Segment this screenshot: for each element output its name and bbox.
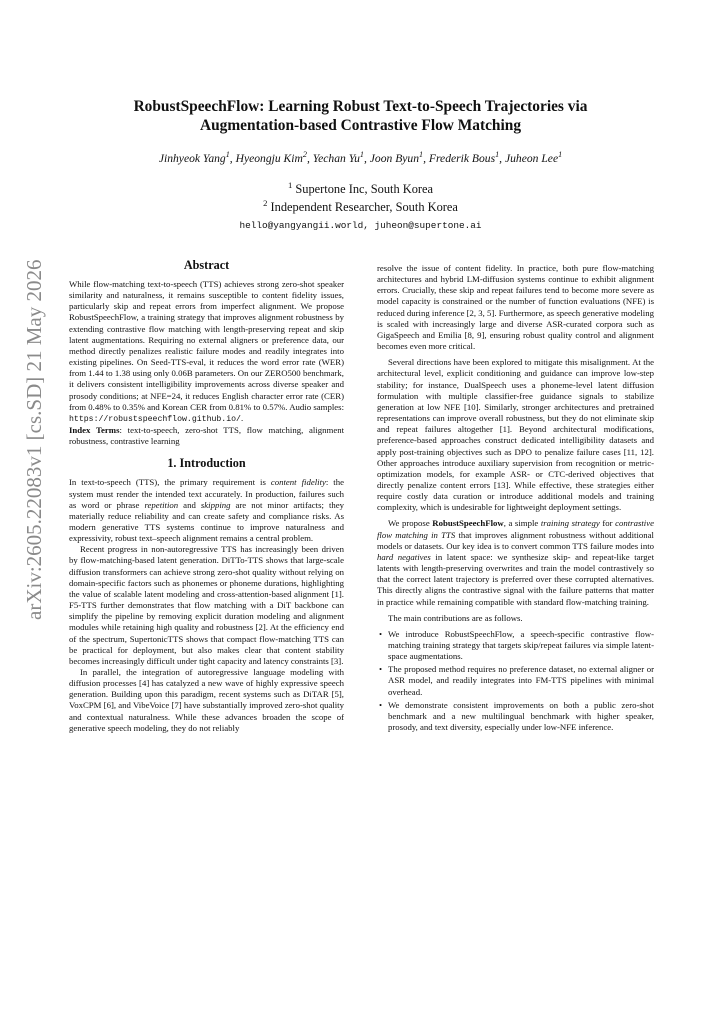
intro-paragraph-3: In parallel, the integration of autoregressive language modeling with diffusion processes [4] has catalyzed a new wave of highly expressive speech generation. Building upon this paradigm, recent systems such as DiTAR [5], VoxCPM [6], and VibeVoice [7] have substantially improved zero-shot quality and contextual naturalness. While these advances broaden the scope of generative speech modeling, they do not reliably (69, 667, 344, 733)
affiliation-text: Supertone Inc, South Korea (295, 182, 434, 196)
affiliation-number: 2 (263, 197, 268, 208)
author-name: Yechan Yu (312, 152, 360, 165)
author-affiliation: 1 (419, 150, 424, 160)
paper-title-line-2: Augmentation-based Contrastive Flow Matching (199, 117, 522, 134)
index-terms-label: Index Terms (69, 425, 120, 436)
list-item: • We introduce RobustSpeechFlow, a speech-specific contrastive flow-matching training strategy that targets skip/repeat failures via simple latent-space augmentations. (379, 628, 654, 662)
author-name: Juheon Lee (504, 152, 559, 165)
intro-paragraph-7: The main contributions are as follows. (388, 612, 523, 623)
paper-title (60, 97, 661, 135)
intro-paragraph-4: resolve the issue of content fidelity. In practice, both pure flow-matching architectures and hybrid LM-diffusion systems continue to exhibit alignment errors. Crucially, these skip and repeat failures tend to become more severe as model capacity is constrained or the number of function evaluations (NFE) is reduced during inference [2, 3, 5]. Furthermore, as speech generative modeling is scaled with increasingly large and diverse ASR-curated corpora such as GigaSpeech and Emilia [8, 9], ensuring robust quality control and alignment becomes even more critical. (377, 263, 654, 352)
author-affiliation: 1 (558, 150, 563, 160)
author-affiliation: 2 (302, 150, 307, 160)
author-name: Joon Byun (369, 152, 420, 165)
left-column (69, 258, 344, 734)
intro-paragraph-5: Several directions have been explored to mitigate this misalignment. At the architectural level, explicit conditioning and guidance can improve low-step stability; for instance, DualSpeech uses a phoneme-level latent diffusion formulation with multiple classifier-free guidance signals to stabilize generation at low NFE [10]. Similarly, stronger architectures and pretrained representations can improve overall robustness, but they do not eliminate skip and repeat failures altogether [1]. Beyond architectural modifications, preference-based approaches construct dedicated intelligibility datasets and apply post-training objectives such as DPO to penalize failure cases [11, 12]. Other approaches introduce auxiliary supervision from recognition or metric-optimization models, for example ASR- or CTC-derived objectives that directly penalize content errors [13]. While effective, these strategies either require costly data curation or introduce additional models and training complexity, which is undesirable for lightweight deployment settings. (377, 357, 654, 513)
affiliation-1 (60, 179, 661, 197)
author-name: Frederik Bous (428, 152, 496, 165)
right-column (377, 263, 654, 735)
affiliation-text: Independent Researcher, South Korea (270, 200, 458, 214)
bullet-icon: • (379, 628, 383, 639)
introduction-heading: 1. Introduction (167, 456, 246, 471)
list-item: • We demonstrate consistent improvements on both a public zero-shot benchmark and a new multilingual benchmark with higher speaker, prosody, and text diversity, especially under low-NFE inference. (379, 699, 654, 733)
abstract-text: While flow-matching text-to-speech (TTS) achieves strong zero-shot speaker similarity and naturalness, it remains susceptible to content fidelity issues, particularly skip and repeat errors from imperfect alignment. We propose RobustSpeechFlow, a training strategy that improves alignment robustness by extending contrastive flow matching with length-preserving repeat and skip latent augmentations. Requiring no external aligners or preference data, our method directly penalizes realistic failure modes and readily integrates into existing pipelines. On Seed-TTS-eval, it reduces the word error rate (WER) from 1.44 to 1.38 using only 0.06B parameters. On our ZERO500 benchmark, it delivers consistent intelligibility improvements across diverse speaker and prosody conditions; at NFE=24, it reduces English character error rate (CER) from 0.48% to 0.35% and Korean CER from 0.81% to 0.57%. Audio samples: (69, 279, 344, 412)
author-emails: hello@yangyangii.world, juheon@supertone.ai (239, 220, 482, 231)
list-item: • The proposed method requires no preference dataset, no external aligner or ASR model, and readily integrates into FM-TTS pipelines with minimal overhead. (379, 664, 654, 697)
abstract-heading: Abstract (183, 258, 230, 272)
author-affiliation: 1 (225, 150, 230, 160)
abstract-end: . (240, 412, 244, 423)
intro-paragraph-6: We propose RobustSpeechFlow, a simple training strategy for contrastive flow matching in TTS that improves alignment robustness without additional models or datasets. Our key idea is to convert common TTS failure modes into hard negatives in latent space: we synthesize skip- and repeat-like target latents with length-preserving overwrites and train the model contrastively so that the correct latent trajectory is preferred over these corrupted alternatives. This directly aligns the contrastive signal with the failure patterns that matter in practice while remaining compatible with standard flow-matching training. (377, 518, 655, 607)
intro-paragraph-2: Recent progress in non-autoregressive TTS has increasingly been driven by flow-matching-based latent generation. DiTTo-TTS shows that large-scale diffusion transformers can achieve strong zero-shot quality without relying on domain-specific factors such as phonemes or phoneme durations, highlighting the value of scalable latent modeling and cross-attention-based alignment [1]. F5-TTS further demonstrates that flow matching with a DiT backbone can simplify the pipeline by removing explicit duration modeling and alignment modules while retaining high quality and robustness [2]. At the efficiency end of the spectrum, SupertonicTTS shows that compact flow-matching TTS can be practical for deployment, but also makes clear that content stability becomes increasingly difficult under tight capacity and latency constraints [3]. (69, 544, 344, 666)
affiliation-2 (60, 197, 661, 215)
author-affiliation: 1 (359, 150, 364, 160)
paper-title-line-1: RobustSpeechFlow: Learning Robust Text-to-Speech Trajectories via (133, 98, 588, 115)
arxiv-identifier: arXiv:2605.22083v1 [cs.SD] 21 May 2026 (22, 259, 46, 620)
audio-samples-link[interactable]: https://robustspeechflow.github.io/ (69, 414, 241, 424)
bullet-icon: • (379, 699, 383, 710)
author-affiliation: 1 (495, 150, 500, 160)
author-name: Jinhyeok Yang (158, 152, 226, 165)
author-name: Hyeongju Kim (235, 152, 303, 165)
index-terms-text: : text-to-speech, zero-shot TTS, flow matching, alignment robustness, contrastive learning (69, 425, 345, 447)
intro-paragraph-1: In text-to-speech (TTS), the primary requirement is content fidelity: the system must render the intended text accurately. In production, failures such as word or phrase repetition and skipping are not minor artifacts; they materially reduce reliability and can create safety and compliance risks. As modern generative TTS systems continue to improve naturalness and expressivity, robust text–speech alignment remains a central problem. (69, 477, 345, 544)
affiliation-number: 1 (287, 179, 293, 190)
bullet-icon: • (379, 664, 383, 675)
author-list: Jinhyeok Yang$^1$, Hyeongju Kim$^2$, Yechan Yu$^1$, Joon Byun$^1$, Frederik Bous$^1$, Juheon Lee$^1$ (158, 150, 563, 165)
contributions-list (377, 629, 654, 733)
abstract-body (69, 279, 344, 425)
index-terms (69, 425, 344, 447)
